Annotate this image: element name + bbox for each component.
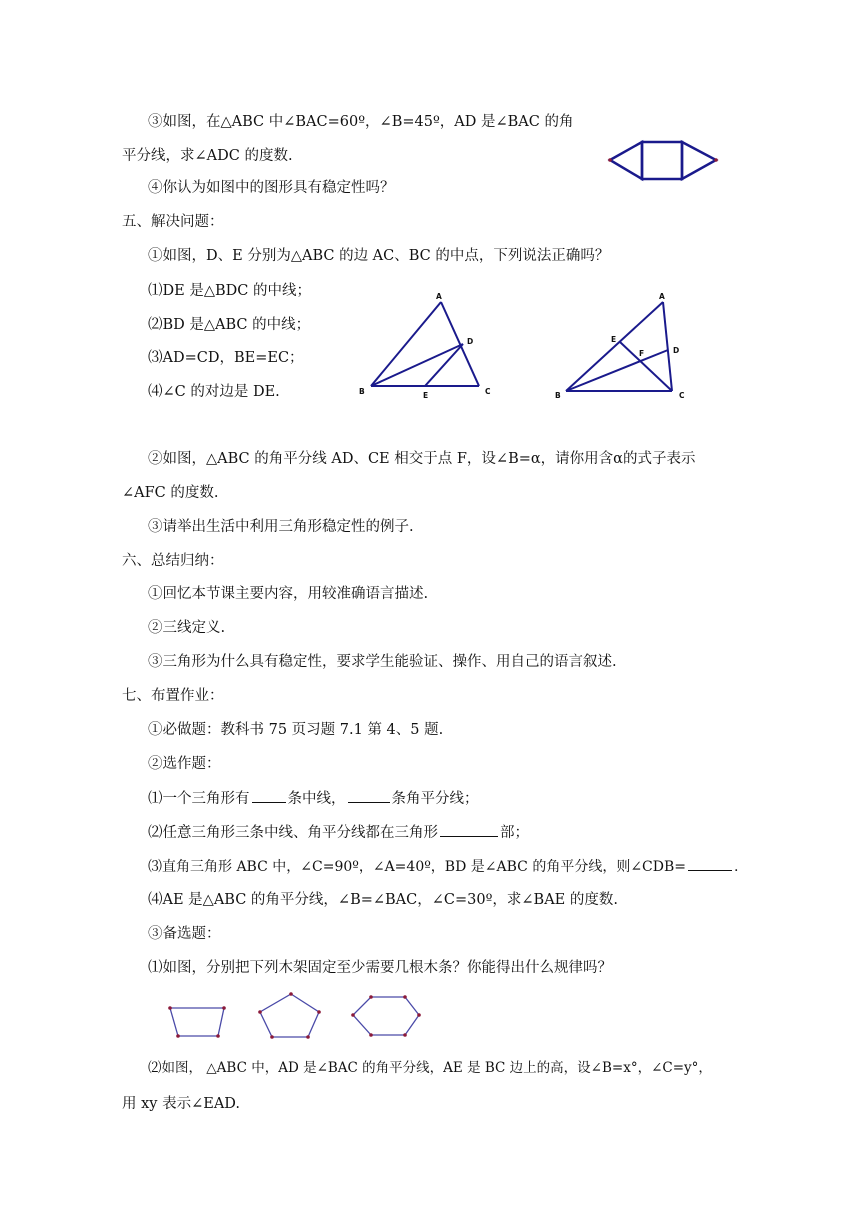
text-line: ⑵BD 是△ABC 的中线； — [148, 317, 311, 333]
text-line: ⑷AE 是△ABC 的角平分线，∠B=∠BAC，∠C=30º，求∠BAE 的度数. — [148, 892, 618, 908]
wooden-frames-figure — [160, 990, 440, 1045]
vertex-dot — [714, 158, 718, 162]
text-line: ③如图，在△ABC 中∠BAC=60º，∠B=45º，AD 是∠BAC 的角 — [148, 114, 574, 130]
label-c: C — [485, 387, 491, 396]
text-line: ③三角形为什么具有稳定性，要求学生能验证、操作、用自己的语言叙述. — [148, 654, 617, 670]
triangle-figure-midpoints — [355, 290, 505, 405]
text-fragment: 部； — [500, 825, 529, 841]
label-e: E — [423, 391, 429, 400]
square — [642, 142, 682, 179]
fill-blank — [440, 822, 498, 837]
segment-de — [425, 344, 463, 386]
text-line — [148, 856, 738, 877]
text-fragment: 条角平分线； — [391, 791, 479, 807]
label-a: A — [659, 292, 665, 301]
text-line: ②如图，△ABC 的角平分线 AD、CE 相交于点 F，设∠B=α，请你用含α的式子表示 — [148, 451, 696, 467]
label-b: B — [555, 391, 561, 400]
text-line: ②三线定义. — [148, 620, 226, 636]
text-line: ⑴DE 是△BDC 的中线； — [148, 283, 311, 299]
label-b: B — [359, 387, 365, 396]
text-line: ③备选题： — [148, 926, 221, 942]
text-line: ⑶AD=CD，BE=EC； — [148, 350, 304, 366]
label-d: D — [467, 337, 474, 346]
fill-blank — [688, 856, 732, 871]
side-ab — [371, 302, 441, 386]
text-line: ④你认为如图中的图形具有稳定性吗？ — [148, 180, 395, 196]
text-fragment: . — [734, 859, 739, 875]
text-fragment: 条中线， — [287, 791, 346, 807]
frame-figure — [600, 130, 730, 190]
text-fragment: ⑶直角三角形 ABC 中，∠C=90º，∠A=40º，BD 是∠ABC 的角平分线，则∠CDB= — [148, 859, 687, 875]
side-ac — [441, 302, 479, 386]
label-f: F — [639, 349, 645, 358]
pentagon-vertices — [258, 992, 321, 1039]
text-line: ①必做题：教科书 75 页习题 7.1 第 4、5 题. — [148, 722, 444, 738]
section-heading: 七、布置作业： — [122, 688, 224, 704]
label-a: A — [436, 292, 442, 301]
fill-blank — [252, 788, 286, 803]
text-line — [148, 788, 479, 809]
text-line: 用 xy 表示∠EAD. — [122, 1096, 241, 1112]
segment-bd — [566, 350, 668, 391]
text-line: ⑷∠C 的对边是 DE. — [148, 384, 280, 400]
section-heading: 六、总结归纳： — [122, 553, 224, 569]
text-line: ①回忆本节课主要内容，用较准确语言描述. — [148, 586, 429, 602]
side-ac — [663, 302, 672, 391]
text-line — [148, 822, 529, 843]
label-e: E — [611, 335, 617, 344]
text-line: ①如图，D、E 分别为△ABC 的边 AC、BC 的中点，下列说法正确吗？ — [148, 248, 610, 264]
hexagon-vertices — [351, 995, 421, 1037]
segment-bd — [371, 344, 463, 386]
fill-blank — [348, 788, 390, 803]
text-line: ∠AFC 的度数. — [122, 485, 219, 501]
vertex-dot — [608, 158, 612, 162]
label-c: C — [679, 391, 685, 400]
pentagon-frame — [260, 994, 319, 1037]
hexagon-frame — [353, 997, 419, 1035]
left-triangle — [610, 142, 642, 179]
side-ab — [566, 302, 663, 391]
text-fragment: ⑴一个三角形有 — [148, 791, 250, 807]
text-line: ⑴如图，分别把下列木架固定至少需要几根木条？你能得出什么规律吗？ — [148, 960, 612, 976]
text-line: ②选作题： — [148, 756, 221, 772]
triangle-figure-bisectors — [548, 290, 698, 405]
label-d: D — [673, 346, 680, 355]
text-fragment: ⑵任意三角形三条中线、角平分线都在三角形 — [148, 825, 438, 841]
text-line: 平分线，求∠ADC 的度数. — [122, 148, 293, 164]
right-triangle — [682, 142, 716, 179]
text-line: ③请举出生活中利用三角形稳定性的例子. — [148, 519, 414, 535]
quadrilateral-frame — [170, 1008, 224, 1036]
text-line: ⑵如图， △ABC 中，AD 是∠BAC 的角平分线，AE 是 BC 边上的高，设∠B=x°，∠C=y°， — [148, 1060, 712, 1076]
section-heading: 五、解决问题： — [122, 214, 224, 230]
